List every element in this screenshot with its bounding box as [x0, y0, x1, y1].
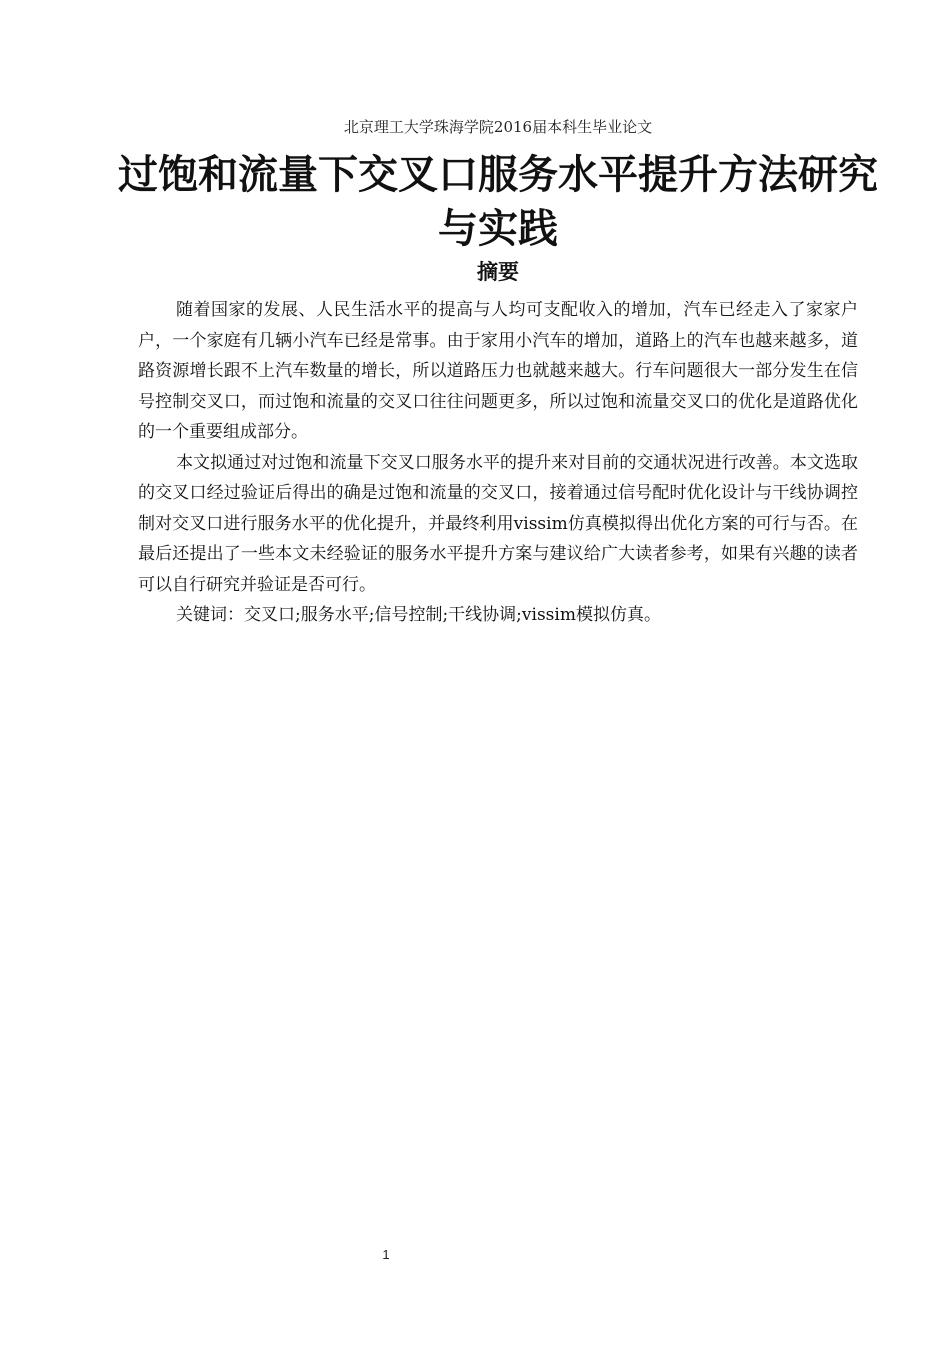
- running-header: 北京理工大学珠海学院2016届本科生毕业论文: [343, 118, 653, 136]
- abstract-paragraph-2: 本文拟通过对过饱和流量下交叉口服务水平的提升来对目前的交通状况进行改善。本文选取的交叉口经过验证后得出的确是过饱和流量的交叉口，接着通过信号配时优化设计与干线协调控制对交叉口进行服务水平的优化提升，并最终利用vissim仿真模拟得出优化方案的可行与否。在最后还提出了一些本文未经验证的服务水平提升方案与建议给广大读者参考，如果有兴趣的读者可以自行研究并验证是否可行。: [138, 452, 858, 595]
- page-number: 1: [382, 1247, 390, 1262]
- abstract-paragraph-1: 随着国家的发展、人民生活水平的提高与人均可支配收入的增加，汽车已经走入了家家户户，一个家庭有几辆小汽车已经是常事。由于家用小汽车的增加，道路上的汽车也越来越多，道路资源增长跟不上汽车数量的增长，所以道路压力也就越来越大。行车问题很大一部分发生在信号控制交叉口，而过饱和流量的交叉口往往问题更多，所以过饱和流量交叉口的优化是道路优化的一个重要组成部分。: [138, 300, 858, 442]
- abstract-heading: 摘要: [477, 260, 519, 284]
- thesis-title: 过饱和流量下交叉口服务水平提升方法研究与实践: [118, 152, 878, 252]
- abstract-body: [138, 295, 858, 631]
- keywords-line: 关键词：交叉口;服务水平;信号控制;干线协调;vissim模拟仿真。: [176, 605, 661, 625]
